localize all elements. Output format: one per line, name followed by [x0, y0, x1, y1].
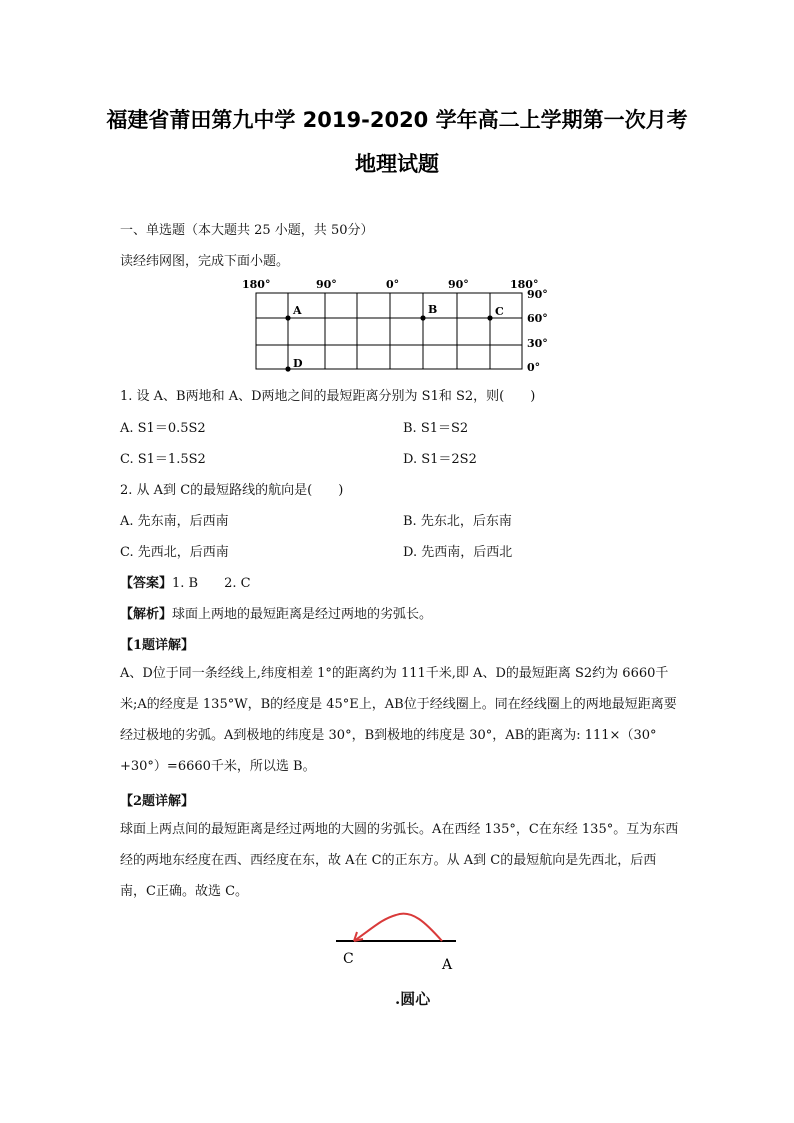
detail-2-text: 球面上两点间的最短距离是经过两地的大圆的劣弧长。A在西经 135°，C在东经 135°。互为东西经的两地东经度在西、西经度在东，故 A在 C的正东方。从 A到 C的最短航向是先西北，后西南，C正确。故选 C。	[120, 822, 679, 899]
answer-label: 【答案】	[120, 576, 173, 591]
q2-option-b: B. 先东北，后东南	[403, 514, 512, 529]
answer-text: 1. B 2. C	[172, 576, 251, 591]
q2-option-a: A. 先东南，后西南	[120, 514, 229, 529]
point-c-marker	[487, 315, 492, 320]
point-b-marker	[420, 315, 425, 320]
arc-label-c: C	[343, 951, 354, 967]
point-d-marker	[285, 366, 290, 371]
lat-label-0: 0°	[527, 361, 541, 374]
point-d-label: D	[293, 357, 303, 370]
question-2-stem: 2. 从 A到 C的最短路线的航向是( )	[120, 483, 344, 498]
analysis-line	[120, 603, 432, 622]
arc-label-a: A	[442, 957, 453, 973]
answer-line	[120, 572, 251, 591]
point-a-label: A	[293, 304, 302, 317]
doc-title-line2: 地理试题	[355, 152, 439, 176]
question-1-stem: 1. 设 A、B两地和 A、D两地之间的最短距离分别为 S1和 S2，则( )	[120, 389, 536, 404]
lat-label-30: 30°	[527, 337, 548, 350]
intro-text: 读经纬网图，完成下面小题。	[120, 254, 290, 269]
section-heading: 一、单选题（本大题共 25 小题，共 50分）	[120, 223, 374, 238]
lat-label-90: 90°	[527, 288, 548, 301]
q1-option-d: D. S1＝2S2	[403, 452, 477, 467]
lon-label-180-east: 180°	[510, 278, 539, 291]
analysis-text: 球面上两地的最短距离是经过两地的劣弧长。	[172, 607, 433, 622]
q1-option-b: B. S1＝S2	[403, 421, 469, 436]
detail-1-heading: 【1题详解】	[120, 638, 195, 653]
q2-option-c: C. 先西北，后西南	[120, 545, 229, 560]
point-a-marker	[285, 315, 290, 320]
doc-title-line1: 福建省莆田第九中学 2019-2020 学年高二上学期第一次月考	[106, 108, 688, 132]
lon-label-180-west: 180°	[242, 278, 271, 291]
lon-label-0: 0°	[386, 278, 400, 291]
q1-option-a: A. S1＝0.5S2	[120, 421, 206, 436]
lon-label-90-east: 90°	[448, 278, 469, 291]
detail-1-text: A、D位于同一条经线上,纬度相差 1°的距离约为 111千米,即 A、D的最短距离 S2约为 6660千米;A的经度是 135°W，B的经度是 45°E上，AB位于经线圈上。同在经线圈上的两地最短距离要经过极地的劣弧。A到极地的纬度是 30°，B到极地的纬度是 30°，AB的距离为: 111×（30°+30°）=6660千米，所以选 B。	[120, 666, 677, 774]
point-c-label: C	[495, 305, 504, 318]
q1-option-c: C. S1＝1.5S2	[120, 452, 206, 467]
lat-label-60: 60°	[527, 312, 548, 325]
arc-route-figure	[330, 905, 470, 975]
detail-2-heading: 【2题详解】	[120, 794, 195, 809]
arc-center-label: .圆心	[395, 990, 431, 1008]
q2-option-d: D. 先西南，后西北	[403, 545, 513, 560]
route-arc	[354, 914, 442, 941]
point-b-label: B	[428, 303, 438, 316]
analysis-label: 【解析】	[120, 607, 173, 622]
lon-label-90-west: 90°	[316, 278, 337, 291]
lat-lon-grid-figure	[236, 276, 556, 374]
